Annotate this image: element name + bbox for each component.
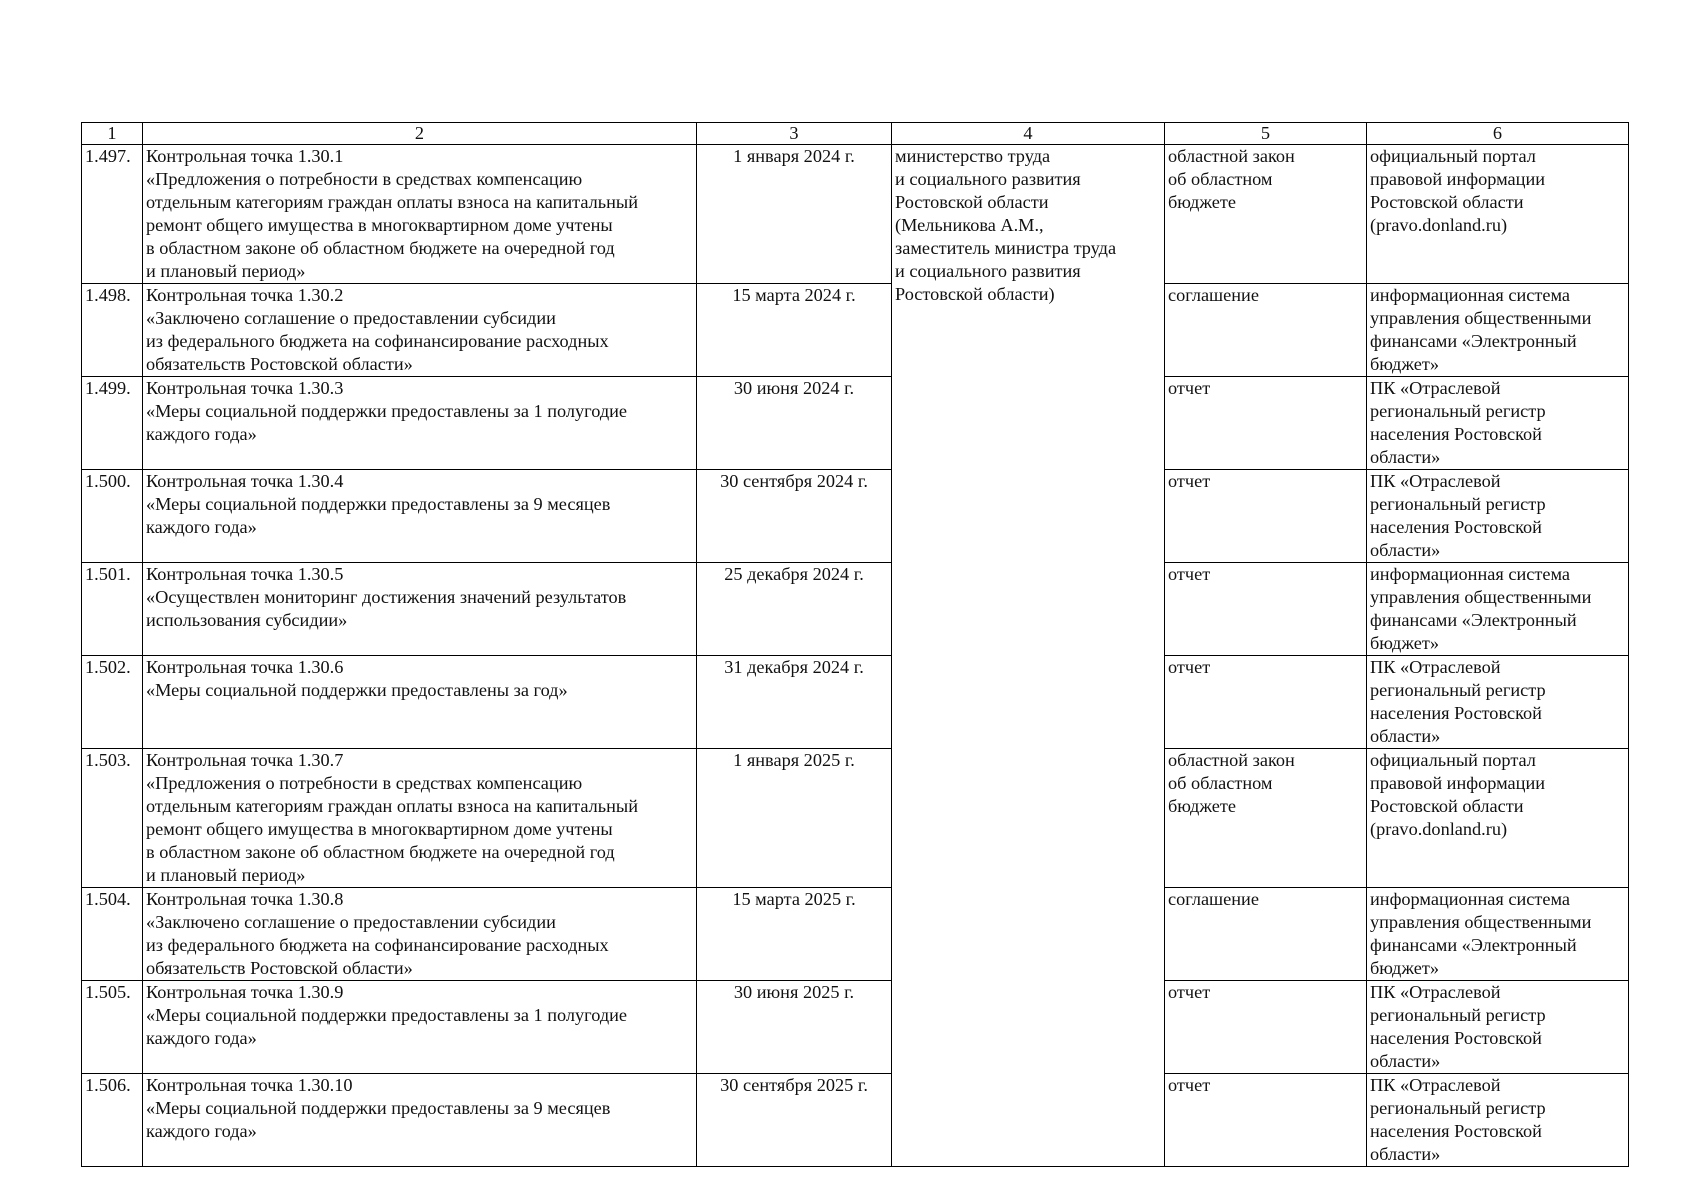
header-col-5: 5 [1165, 123, 1367, 145]
event-name: Контрольная точка 1.30.4 «Меры социальной поддержки предоставлены за 9 месяцев каждого года» [143, 470, 697, 563]
document-type: отчет [1165, 656, 1367, 749]
event-name: Контрольная точка 1.30.1 «Предложения о потребности в средствах компенсацию отдельным категориям граждан оплаты взноса на капитальный ремонт общего имущества в многоквартирном доме учтены в областном законе об областном бюджете на очередной год и плановый период» [143, 145, 697, 284]
document-type: областной закон об областном бюджете [1165, 749, 1367, 888]
document-type: отчет [1165, 377, 1367, 470]
header-col-4: 4 [892, 123, 1165, 145]
due-date: 15 марта 2024 г. [697, 284, 892, 377]
due-date: 30 июня 2025 г. [697, 981, 892, 1074]
info-source: ПК «Отраслевой региональный регистр населения Ростовской области» [1367, 981, 1629, 1074]
row-number: 1.505. [82, 981, 143, 1074]
row-number: 1.501. [82, 563, 143, 656]
event-name: Контрольная точка 1.30.6 «Меры социальной поддержки предоставлены за год» [143, 656, 697, 749]
header-row [82, 123, 1629, 145]
info-source: официальный портал правовой информации Ростовской области (pravo.donland.ru) [1367, 749, 1629, 888]
event-name: Контрольная точка 1.30.9 «Меры социальной поддержки предоставлены за 1 полугодие каждого года» [143, 981, 697, 1074]
event-name: Контрольная точка 1.30.8 «Заключено соглашение о предоставлении субсидии из федерального бюджета на софинансирование расходных обязательств Ростовской области» [143, 888, 697, 981]
header-col-2: 2 [143, 123, 697, 145]
event-name: Контрольная точка 1.30.2 «Заключено соглашение о предоставлении субсидии из федерального бюджета на софинансирование расходных обязательств Ростовской области» [143, 284, 697, 377]
header-col-1: 1 [82, 123, 143, 145]
table-body [82, 145, 1629, 1167]
event-name: Контрольная точка 1.30.10 «Меры социальной поддержки предоставлены за 9 месяцев каждого года» [143, 1074, 697, 1167]
due-date: 25 декабря 2024 г. [697, 563, 892, 656]
table-row [82, 888, 1629, 981]
due-date: 31 декабря 2024 г. [697, 656, 892, 749]
document-type: отчет [1165, 1074, 1367, 1167]
row-number: 1.504. [82, 888, 143, 981]
document-type: отчет [1165, 563, 1367, 656]
row-number: 1.499. [82, 377, 143, 470]
row-number: 1.497. [82, 145, 143, 284]
table-row [82, 470, 1629, 563]
row-number: 1.500. [82, 470, 143, 563]
due-date: 1 января 2025 г. [697, 749, 892, 888]
row-number: 1.498. [82, 284, 143, 377]
document-type: отчет [1165, 981, 1367, 1074]
header-col-3: 3 [697, 123, 892, 145]
event-name: Контрольная точка 1.30.5 «Осуществлен мониторинг достижения значений результатов использования субсидии» [143, 563, 697, 656]
info-source: ПК «Отраслевой региональный регистр населения Ростовской области» [1367, 377, 1629, 470]
document-type: отчет [1165, 470, 1367, 563]
table-row [82, 1074, 1629, 1167]
event-name: Контрольная точка 1.30.3 «Меры социальной поддержки предоставлены за 1 полугодие каждого года» [143, 377, 697, 470]
row-number: 1.502. [82, 656, 143, 749]
due-date: 30 сентября 2024 г. [697, 470, 892, 563]
due-date: 1 января 2024 г. [697, 145, 892, 284]
due-date: 30 июня 2024 г. [697, 377, 892, 470]
table-row [82, 284, 1629, 377]
info-source: ПК «Отраслевой региональный регистр населения Ростовской области» [1367, 470, 1629, 563]
info-source: информационная система управления общественными финансами «Электронный бюджет» [1367, 563, 1629, 656]
info-source: информационная система управления общественными финансами «Электронный бюджет» [1367, 284, 1629, 377]
table-row [82, 145, 1629, 284]
document-type: соглашение [1165, 284, 1367, 377]
table-row [82, 656, 1629, 749]
responsible-executor: министерство труда и социального развития Ростовской области (Мельникова А.М., заместитель министра труда и социального развития Ростовской области) [892, 145, 1165, 1167]
control-points-table [81, 122, 1629, 1167]
row-number: 1.503. [82, 749, 143, 888]
table-row [82, 749, 1629, 888]
info-source: информационная система управления общественными финансами «Электронный бюджет» [1367, 888, 1629, 981]
table-header [82, 123, 1629, 145]
table-row [82, 563, 1629, 656]
event-name: Контрольная точка 1.30.7 «Предложения о потребности в средствах компенсацию отдельным категориям граждан оплаты взноса на капитальный ремонт общего имущества в многоквартирном доме учтены в областном законе об областном бюджете на очередной год и плановый период» [143, 749, 697, 888]
document-type: областной закон об областном бюджете [1165, 145, 1367, 284]
table-row [82, 981, 1629, 1074]
info-source: ПК «Отраслевой региональный регистр населения Ростовской области» [1367, 656, 1629, 749]
table-row [82, 377, 1629, 470]
info-source: официальный портал правовой информации Ростовской области (pravo.donland.ru) [1367, 145, 1629, 284]
info-source: ПК «Отраслевой региональный регистр населения Ростовской области» [1367, 1074, 1629, 1167]
due-date: 15 марта 2025 г. [697, 888, 892, 981]
document-type: соглашение [1165, 888, 1367, 981]
row-number: 1.506. [82, 1074, 143, 1167]
header-col-6: 6 [1367, 123, 1629, 145]
due-date: 30 сентября 2025 г. [697, 1074, 892, 1167]
